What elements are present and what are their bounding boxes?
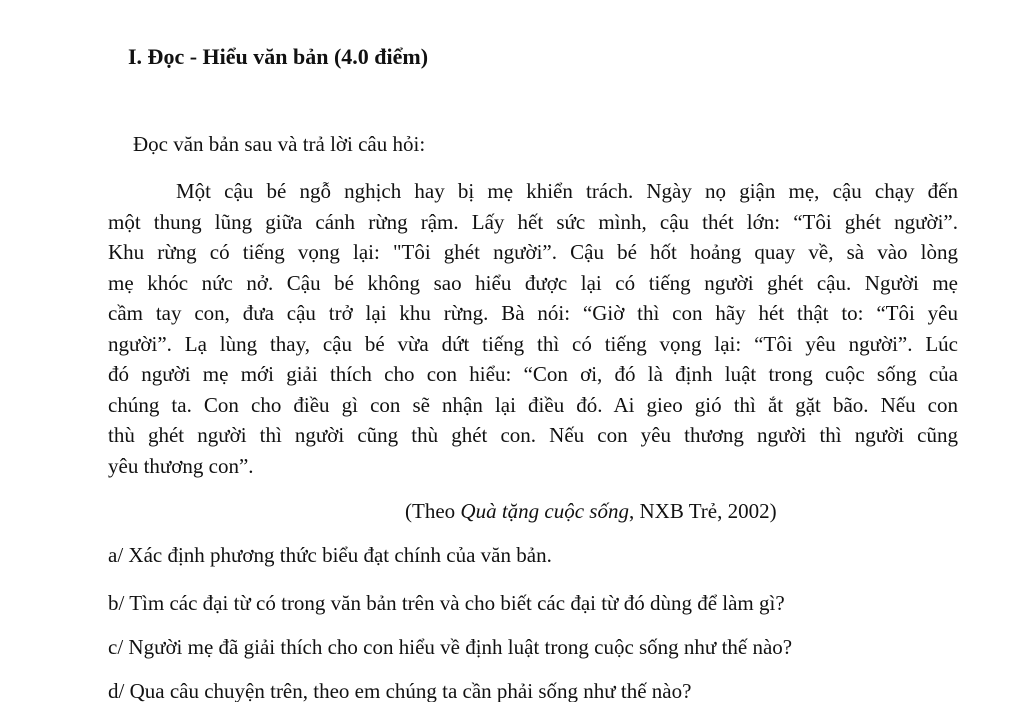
question-d: d/ Qua câu chuyện trên, theo em chúng ta cần phải sống như thế nào? <box>108 679 692 702</box>
source-suffix: , NXB Trẻ, 2002) <box>628 499 777 523</box>
source-book-title: Quà tặng cuộc sống <box>460 499 629 523</box>
passage-line: yêu thương con”. <box>108 453 254 478</box>
passage-line: Khu rừng có tiếng vọng lại: "Tôi ghét người”. Cậu bé hốt hoảng quay về, sà vào lòng <box>108 240 958 264</box>
question-a: a/ Xác định phương thức biểu đạt chính của văn bản. <box>108 543 552 567</box>
passage-line: người”. Lạ lùng thay, cậu bé vừa dứt tiếng thì có tiếng vọng lại: “Tôi yêu người”. Lúc <box>108 331 958 356</box>
passage-line: Một cậu bé ngỗ nghịch hay bị mẹ khiển trách. Ngày nọ giận mẹ, cậu chạy đến <box>176 179 958 203</box>
passage-line: đó người mẹ mới giải thích cho con hiểu: “Con ơi, đó là định luật trong cuộc sống của <box>108 362 958 386</box>
passage-line: một thung lũng giữa cánh rừng rậm. Lấy hết sức mình, cậu thét lớn: “Tôi ghét người”. <box>108 209 958 234</box>
section-title: I. Đọc - Hiểu văn bản (4.0 điểm) <box>128 44 429 69</box>
story-passage <box>108 176 958 481</box>
reading-instruction: Đọc văn bản sau và trả lời câu hỏi: <box>133 132 426 156</box>
question-c: c/ Người mẹ đã giải thích cho con hiểu về định luật trong cuộc sống như thế nào? <box>108 635 793 659</box>
passage-line: cầm tay con, đưa cậu trở lại khu rừng. Bà nói: “Giờ thì con hãy hét thật to: “Tôi yêu <box>108 301 958 325</box>
passage-line: thù ghét người thì người cũng thù ghét con. Nếu con yêu thương người thì người cũng <box>108 423 958 447</box>
passage-line: mẹ khóc nức nở. Cậu bé không sao hiểu được lại có tiếng người ghét cậu. Người mẹ <box>108 270 958 295</box>
passage-line: chúng ta. Con cho điều gì con sẽ nhận lại điều đó. Ai gieo gió thì ắt gặt bão. Nếu con <box>108 392 958 417</box>
question-b: b/ Tìm các đại từ có trong văn bản trên và cho biết các đại từ đó dùng để làm gì? <box>108 591 785 615</box>
source-prefix: (Theo <box>405 499 461 523</box>
source-citation <box>405 499 777 524</box>
